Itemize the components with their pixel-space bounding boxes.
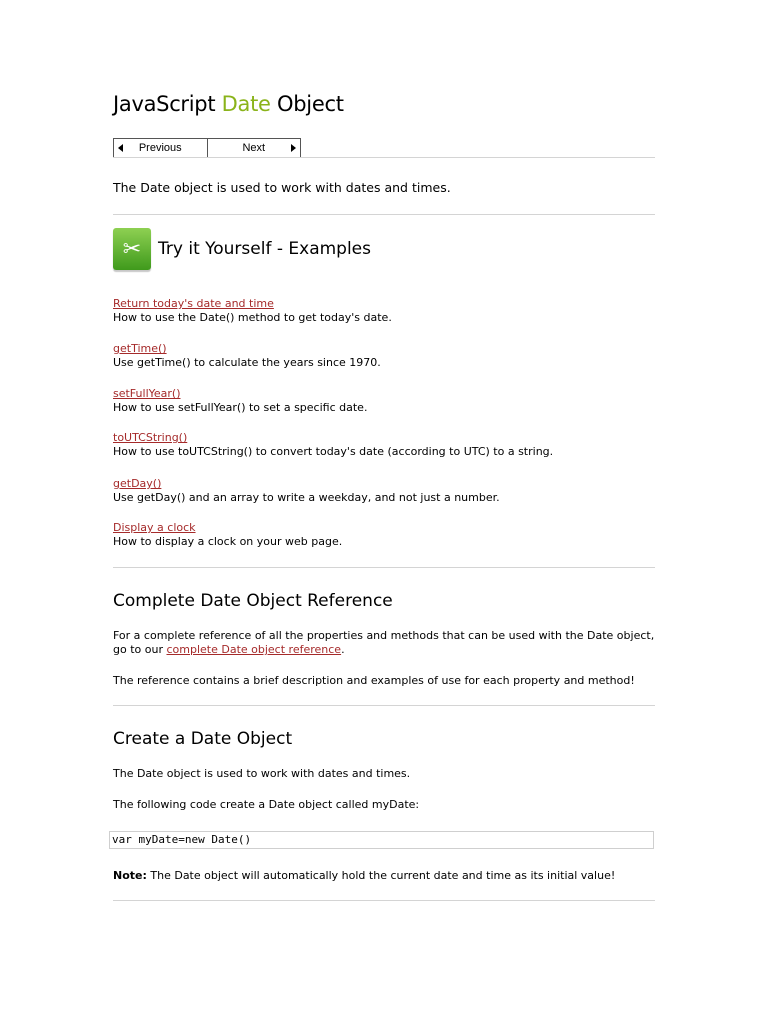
list-item: [113, 431, 553, 459]
arrow-left-icon: [118, 144, 123, 152]
create-heading: Create a Date Object: [113, 729, 293, 749]
page-title: [113, 92, 344, 116]
example-description: How to use setFullYear() to set a specific date.: [113, 401, 368, 414]
title-part-1: JavaScript: [113, 92, 222, 116]
divider: [113, 567, 655, 568]
list-item: [113, 521, 342, 549]
examples-header: [113, 228, 371, 270]
example-link[interactable]: getTime(): [113, 342, 167, 355]
example-link[interactable]: Return today's date and time: [113, 297, 274, 310]
create-paragraph-1: The Date object is used to work with dates and times.: [113, 767, 411, 780]
code-example: var myDate=new Date(): [109, 831, 654, 849]
title-accent: Date: [221, 92, 271, 116]
example-link[interactable]: getDay(): [113, 477, 162, 490]
reference-line-2-suffix: .: [341, 643, 345, 656]
example-description: How to display a clock on your web page.: [113, 535, 343, 548]
previous-label: Previous: [138, 142, 182, 154]
divider: [113, 900, 655, 901]
example-link[interactable]: toUTCString(): [113, 431, 188, 444]
divider: [113, 157, 655, 158]
divider: [113, 705, 655, 706]
note-text: The Date object will automatically hold the current date and time as its initial value!: [146, 869, 616, 882]
list-item: [113, 342, 381, 370]
list-item: [113, 387, 367, 415]
example-description: How to use the Date() method to get today's date.: [113, 311, 392, 324]
examples-title: Try it Yourself - Examples: [158, 239, 371, 259]
page-navigation: [113, 138, 301, 158]
reference-link[interactable]: complete Date object reference: [166, 643, 342, 656]
reference-line-1: For a complete reference of all the properties and methods that can be used with the Date object,: [113, 629, 655, 642]
example-description: Use getTime() to calculate the years since 1970.: [113, 356, 381, 369]
note-label: Note:: [113, 869, 147, 882]
reference-note: The reference contains a brief description and examples of use for each property and method!: [113, 674, 635, 687]
intro-text: The Date object is used to work with dates and times.: [113, 180, 451, 195]
reference-line-2-prefix: go to our: [113, 643, 167, 656]
reference-paragraph: [113, 629, 654, 657]
scissors-icon: ✂: [113, 228, 151, 270]
example-description: How to use toUTCString() to convert today's date (according to UTC) to a string.: [113, 445, 554, 458]
divider: [113, 214, 655, 215]
arrow-right-icon: [291, 144, 296, 152]
example-link[interactable]: Display a clock: [113, 521, 196, 534]
next-label: Next: [242, 142, 266, 154]
previous-button[interactable]: [114, 139, 208, 157]
list-item: [113, 477, 500, 505]
example-link[interactable]: setFullYear(): [113, 387, 181, 400]
reference-heading: Complete Date Object Reference: [113, 591, 393, 611]
title-part-2: Object: [270, 92, 344, 116]
note-paragraph: [113, 869, 615, 883]
create-paragraph-2: The following code create a Date object called myDate:: [113, 798, 420, 811]
list-item: [113, 297, 392, 325]
example-description: Use getDay() and an array to write a weekday, and not just a number.: [113, 491, 500, 504]
next-button[interactable]: [208, 139, 301, 157]
